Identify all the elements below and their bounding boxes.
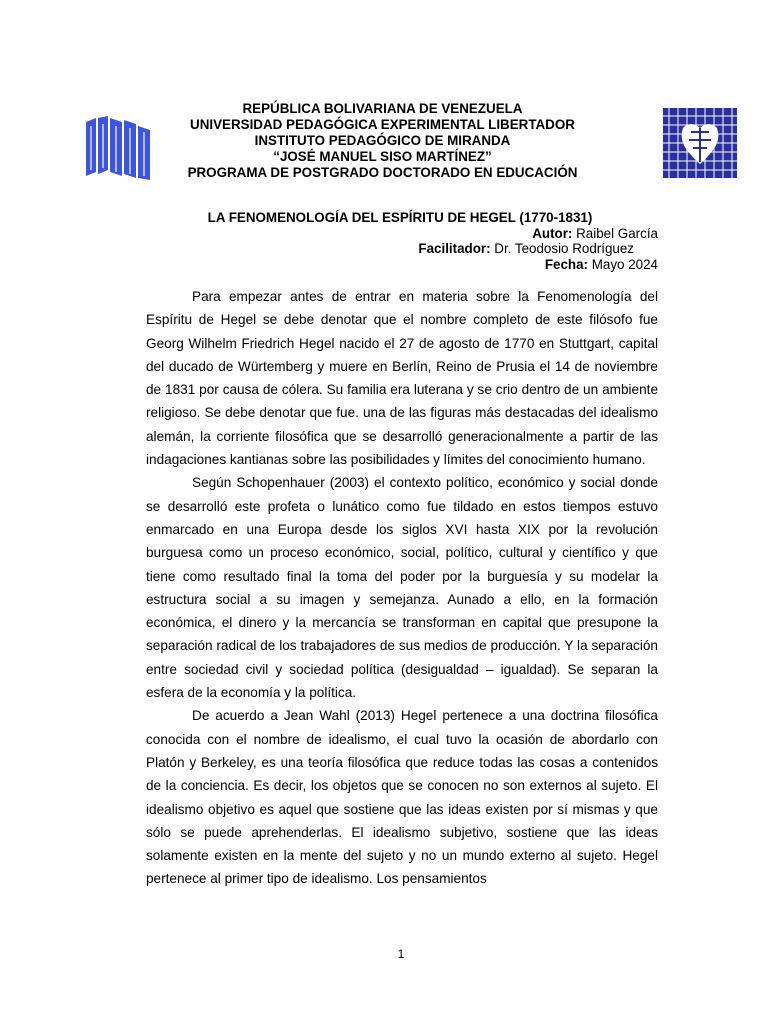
header-line-program: PROGRAMA DE POSTGRADO DOCTORADO EN EDUCACIÓN <box>187 165 578 180</box>
institution-header <box>150 101 615 181</box>
date-label: Fecha: <box>544 257 589 272</box>
paragraph: Según Schopenhauer (2003) el contexto político, económico y social donde se desarrolló este profeta o lunático como fue tildado en estos tiempos estuvo enmarcado en una Europa desde los siglos XVI hasta XIX por la revolución burguesa como un proceso económico, social, político, cultural y científico y que tiene como resultado final la toma del poder por la burguesía y su modelar la estructura social a su imagen y semejanza. Aunado a ello, en la formación económica, el dinero y la mercancía se transforman en capital que presupone la separación radical de los trabajadores de sus medios de producción. Y la separación entre sociedad civil y sociedad política (desigualdad – igualdad). Se separan la esfera de la economía y la política. <box>146 475 658 701</box>
ipmjmsm-logo-icon <box>663 108 737 178</box>
author-value: Raibel García <box>572 226 658 241</box>
date-value: Mayo 2024 <box>588 257 658 272</box>
header-line-university: UNIVERSIDAD PEDAGÓGICA EXPERIMENTAL LIBERTADOR <box>190 117 575 132</box>
facilitator-value: Dr. Teodosio Rodríguez <box>490 241 634 256</box>
body-text <box>146 285 658 891</box>
date-line <box>208 257 658 273</box>
page-number: 1 <box>397 947 405 961</box>
document-title: LA FENOMENOLOGÍA DEL ESPÍRITU DE HEGEL (1770-1831) <box>207 210 593 225</box>
paragraph: Para empezar antes de entrar en materia sobre la Fenomenología del Espíritu de Hegel se debe denotar que el nombre completo de este filósofo fue Georg Wilhelm Friedrich Hegel nacido el 27 de agosto de 1770 en Stuttgart, capital del ducado de Würtemberg y muere en Berlín, Reino de Prusia el 14 de noviembre de 1831 por causa de cólera. Su familia era luterana y se crio dentro de un ambiente religioso. Se debe denotar que fue. una de las figuras más destacadas del idealismo alemán, la corriente filosófica que se desarrolló generacionalmente a partir de las indagaciones kantianas sobre las posibilidades y límites del conocimiento humano. <box>146 289 658 468</box>
header-line-institute-name: “JOSÉ MANUEL SISO MARTÍNEZ” <box>273 149 492 164</box>
upel-logo-icon <box>82 116 152 180</box>
author-line <box>208 226 658 242</box>
facilitator-line <box>184 241 634 257</box>
facilitator-label: Facilitador: <box>418 241 491 256</box>
header-line-institute: INSTITUTO PEDAGÓGICO DE MIRANDA <box>254 133 511 148</box>
paragraph: De acuerdo a Jean Wahl (2013) Hegel pertenece a una doctrina filosófica conocida con el nombre de idealismo, el cual tuvo la ocasión de abordarlo con Platón y Berkeley, es una teoría filosófica que reduce todas las cosas a contenidos de la conciencia. Es decir, los objetos que se conocen no son externos al sujeto. El idealismo objetivo es aquel que sostiene que las ideas existen por sí mismas y que sólo se puede aprehenderlas. El idealismo subjetivo, sostiene que las ideas solamente existen en la mente del sujeto y no un mundo externo al sujeto. Hegel pertenece al primer tipo de idealismo. Los pensamientos <box>146 708 658 887</box>
author-label: Autor: <box>532 226 573 241</box>
header-line-country: REPÚBLICA BOLIVARIANA DE VENEZUELA <box>242 101 523 116</box>
